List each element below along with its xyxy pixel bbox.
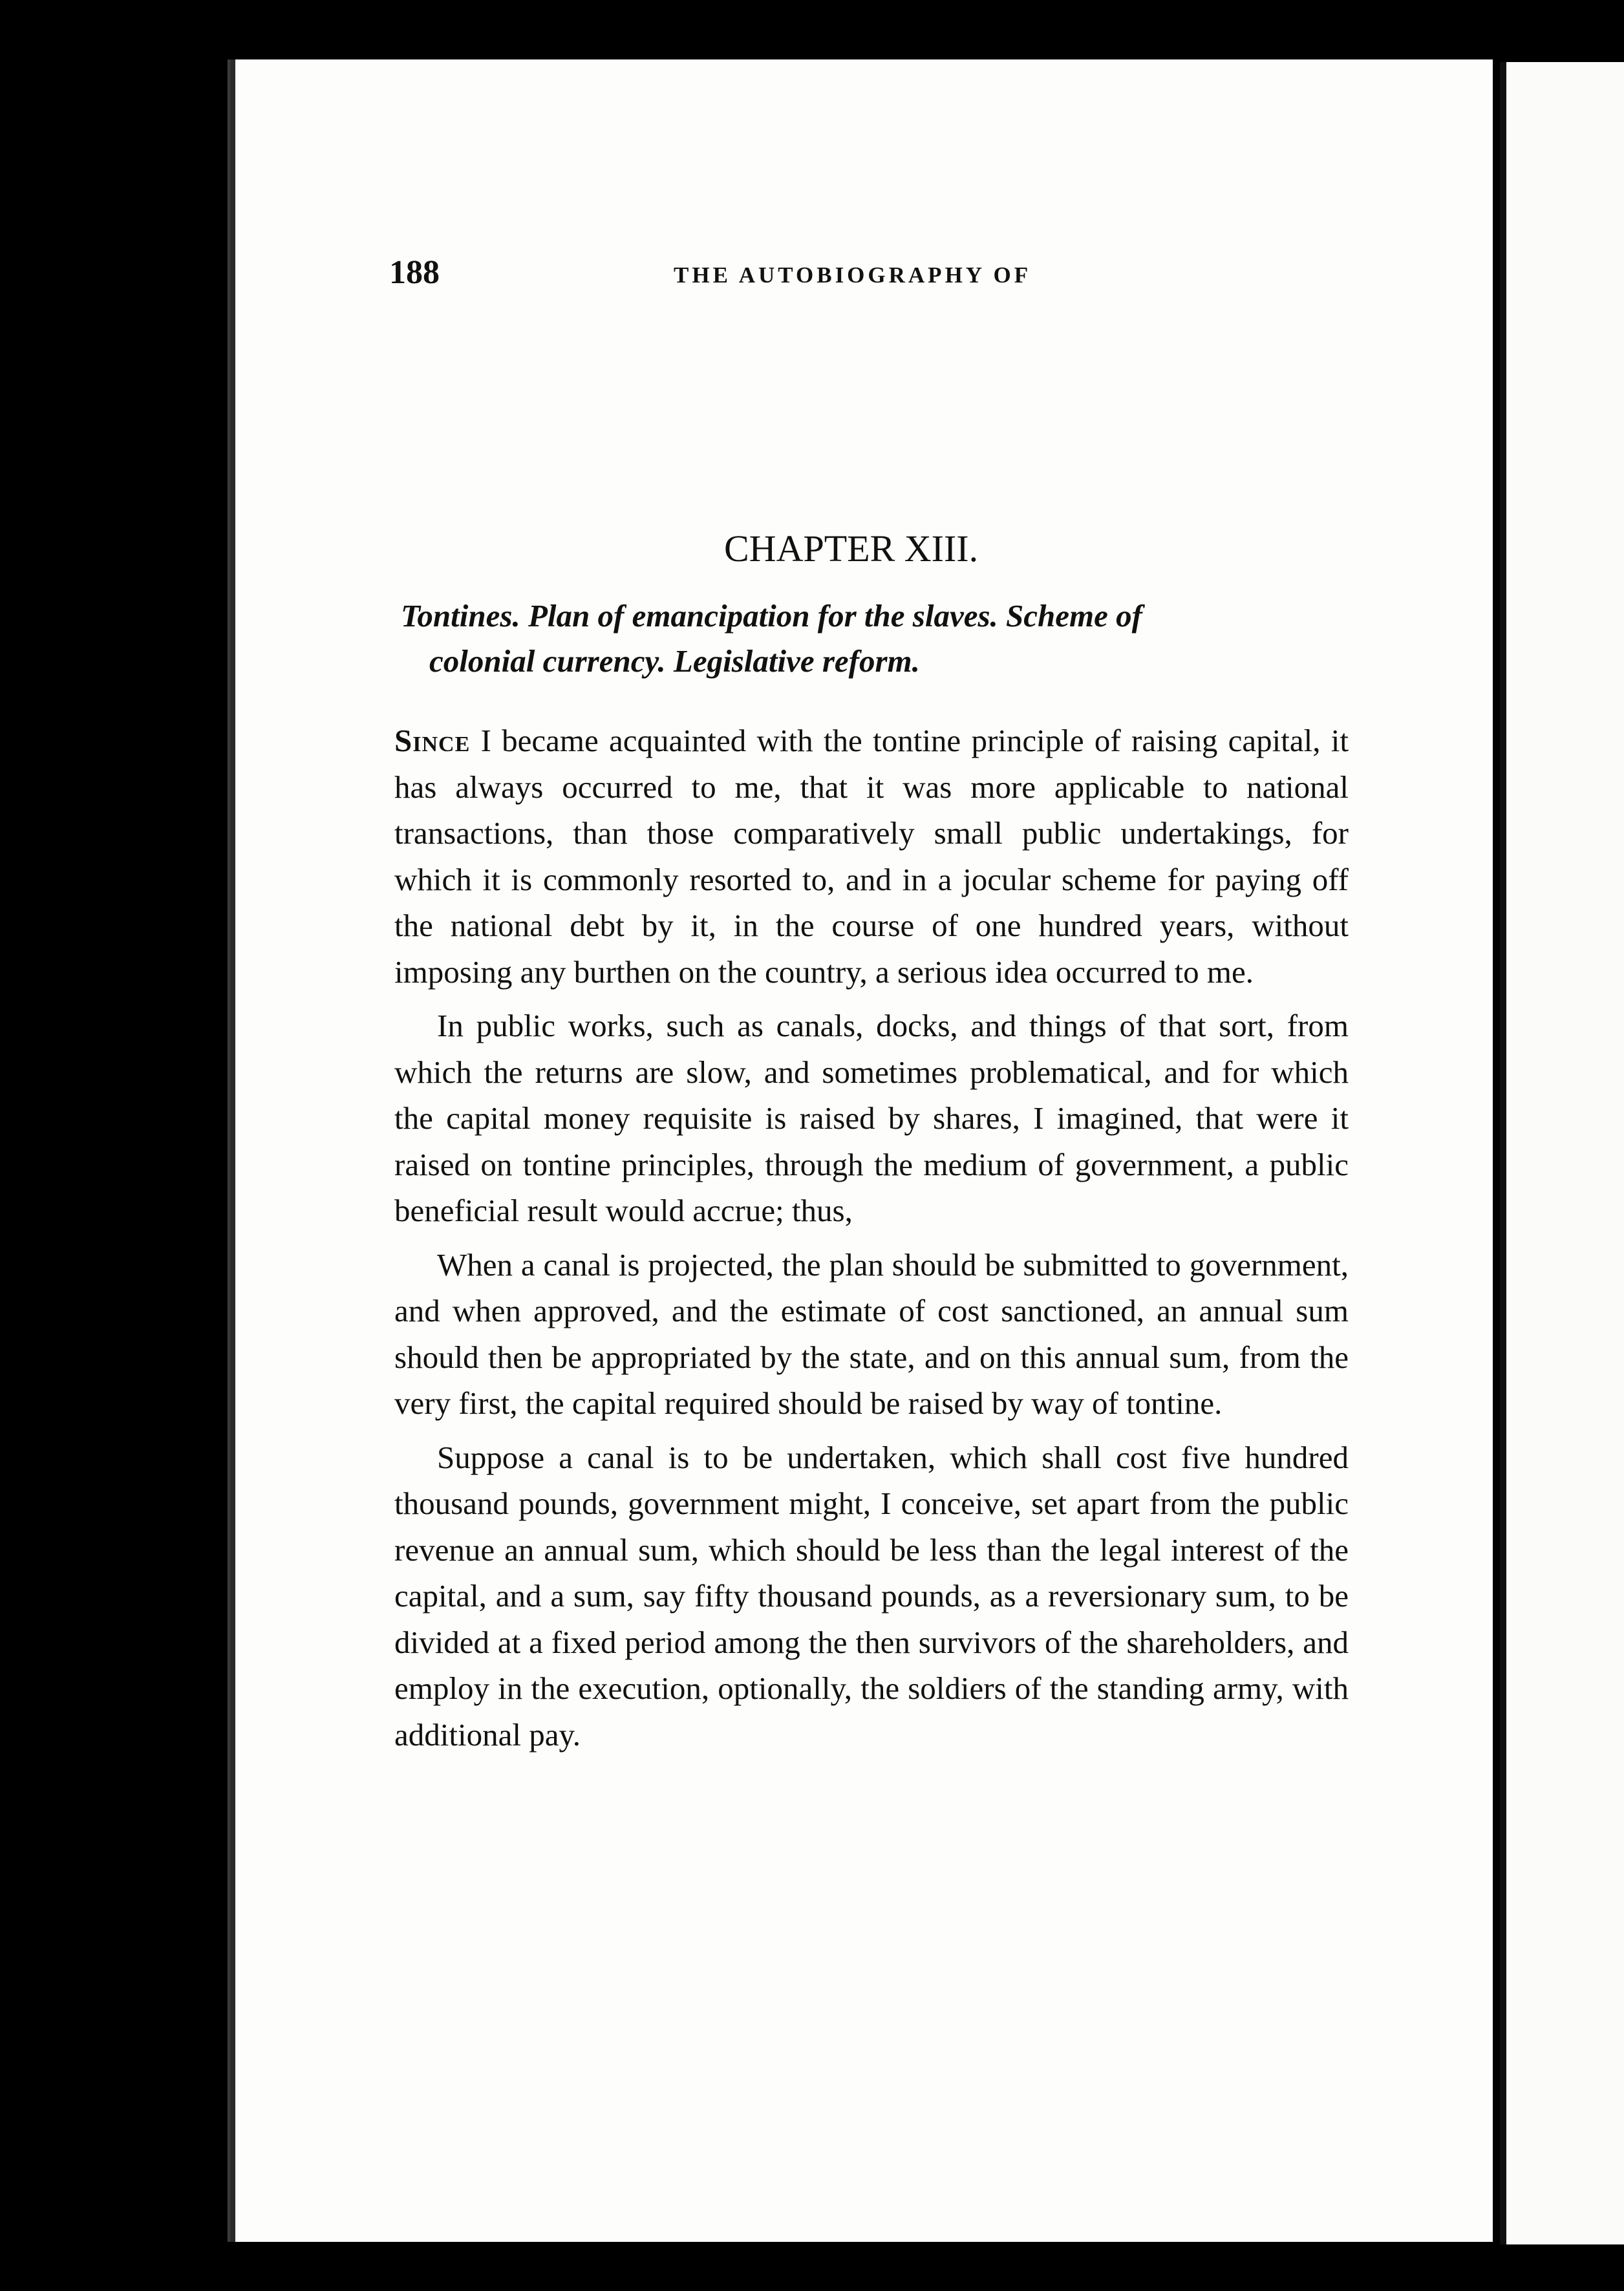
paragraph: When a canal is projected, the plan should be submitted to government, and when approved, and the estimate of cost sanctioned, an annual sum should then be appropriated by the state, and on this annual sum, from the very first, the capital required should be raised by way of tontine. — [394, 1246, 1349, 1421]
paragraph-text: I became acquainted with the tontine principle of raising capital, it has always occurred to me, that it was more applicable to national transactions, than those comparatively small public undertakings, for which it is commonly resorted to, and in a jocular scheme for paying off the national debt by it, in the course of one hundred years, without imposing any burthen on the country, a serious idea occurred to me. — [394, 723, 1349, 990]
chapter-summary-line: colonial currency. Legislative reform. — [429, 643, 920, 679]
running-header — [389, 253, 1346, 299]
page-number: 188 — [389, 254, 440, 291]
chapter-heading: CHAPTER XIII. — [724, 527, 979, 570]
paragraph — [394, 718, 1349, 995]
body-text — [394, 718, 1349, 1765]
chapter-summary — [401, 593, 1345, 684]
paragraph: In public works, such as canals, docks, and things of that sort, from which the returns are slow, and sometimes problematical, and for which the capital money requisite is raised by shares, I imagined, that were it raised on tontine principles, through the medium of government, a public beneficial result would accrue; thus, — [394, 1008, 1349, 1228]
chapter-summary-line: Tontines. Plan of emancipation for the slaves. Scheme of — [401, 598, 1142, 634]
facing-page-edge — [1500, 62, 1624, 2244]
drop-word: Since — [394, 723, 471, 758]
running-title: THE AUTOBIOGRAPHY OF — [674, 262, 1032, 288]
paragraph: Suppose a canal is to be undertaken, which shall cost five hundred thousand pounds, government might, I conceive, set apart from the public revenue an annual sum, which should be less than the legal interest of the capital, and a sum, say fifty thousand pounds, as a reversionary sum, to be divided at a fixed period among the then survivors of the shareholders, and employ in the execution, optionally, the soldiers of the standing army, with additional pay. — [394, 1439, 1349, 1753]
